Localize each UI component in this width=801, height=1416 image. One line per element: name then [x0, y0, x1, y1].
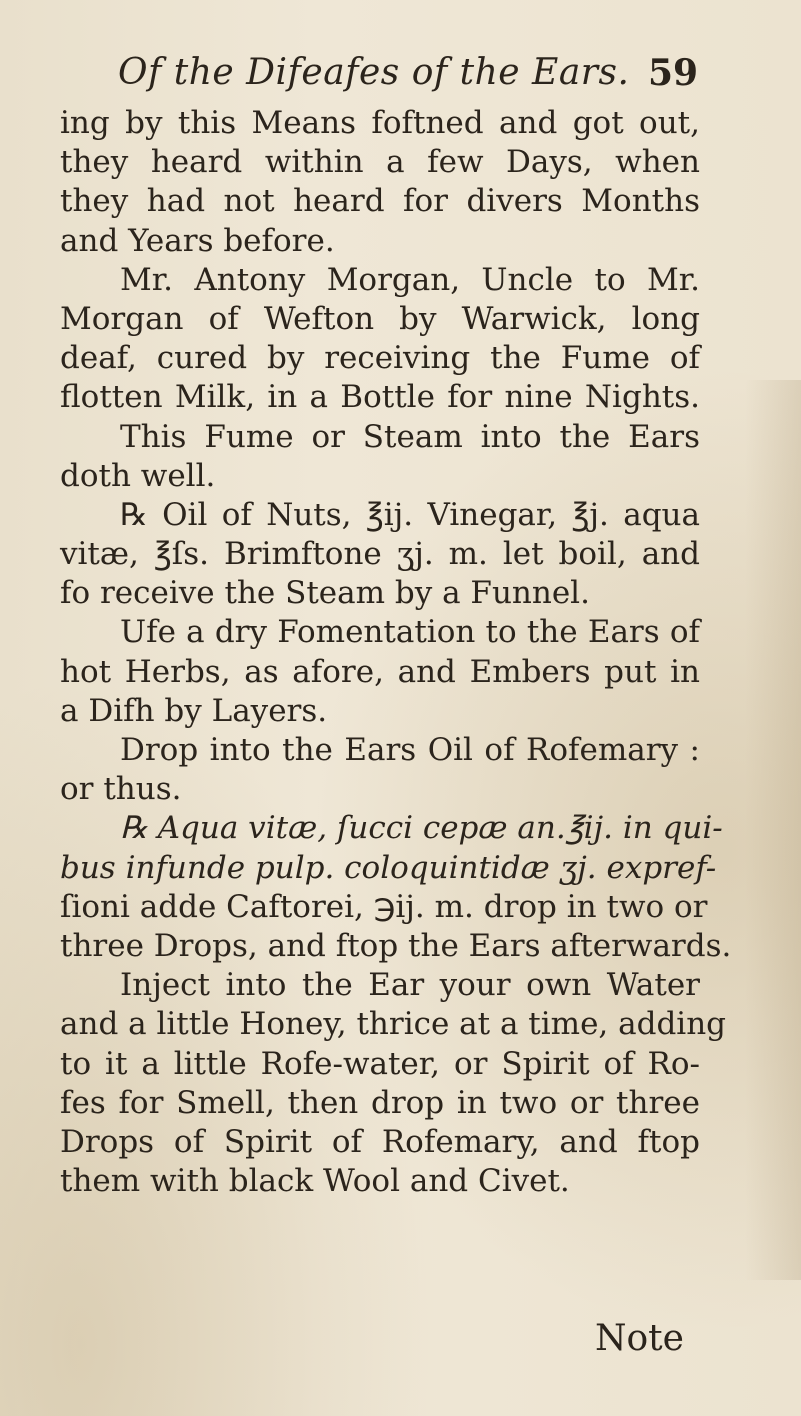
- text-line: Inject into the Ear your own Water: [120, 967, 700, 1004]
- body-text: [60, 104, 732, 1201]
- text-line: This Fume or Steam into the Ears: [120, 418, 700, 455]
- text-line: they had not heard for divers Months: [60, 183, 700, 220]
- page-edge-shading: [745, 380, 801, 1280]
- catchword: Note: [595, 1318, 684, 1359]
- text-line: to it a little Rofe-water, or Spirit of Ro-: [60, 1045, 700, 1082]
- text-line: and Years before.: [60, 222, 335, 259]
- text-line: hot Herbs, as afore, and Embers put in: [60, 653, 700, 690]
- page-number: 59: [648, 52, 699, 94]
- text-line: ℞ Aqua vitæ, ſucci cepæ an.℥ij. in qui-: [120, 810, 723, 847]
- text-line: them with black Wool and Civet.: [60, 1163, 570, 1200]
- text-line: three Drops, and ftop the Ears afterwards.: [60, 927, 732, 964]
- running-title: Of the Difeafes of the Ears.: [118, 52, 630, 93]
- text-line: Drop into the Ears Oil of Rofemary :: [120, 732, 700, 768]
- text-line: a Difh by Layers.: [60, 692, 328, 729]
- text-line: fo receive the Steam by a Funnel.: [60, 575, 590, 612]
- text-line: and a little Honey, thrice at a time, adding: [60, 1006, 727, 1043]
- text-line: Ufe a dry Fomentation to the Ears of: [120, 614, 700, 651]
- text-line: ing by this Means foftned and got out,: [60, 105, 700, 141]
- text-line: they heard within a few Days, when: [60, 144, 700, 181]
- text-line: ℞ Oil of Nuts, ℥ij. Vinegar, ℥j. aqua: [120, 496, 700, 533]
- text-line: deaf, cured by receiving the Fume of: [60, 340, 700, 377]
- text-line: Drops of Spirit of Rofemary, and ftop: [60, 1123, 700, 1160]
- text-line: Mr. Antony Morgan, Uncle to Mr.: [120, 261, 700, 298]
- text-line: ſioni adde Caftorei, ℈ij. m. drop in two or: [60, 888, 708, 925]
- text-line: or thus.: [60, 771, 182, 808]
- text-line: bus infunde pulp. coloquintidæ ʒj. expref-: [60, 849, 717, 886]
- text-line: fes for Smell, then drop in two or three: [60, 1084, 700, 1121]
- text-line: flotten Milk, in a Bottle for nine Nights.: [60, 379, 700, 416]
- text-line: Morgan of Wefton by Warwick, long: [60, 300, 700, 337]
- page-header: [118, 52, 718, 108]
- text-line: vitæ, ℥ſs. Brimftone ʒj. m. let boil, and: [60, 536, 700, 573]
- text-line: doth well.: [60, 457, 216, 494]
